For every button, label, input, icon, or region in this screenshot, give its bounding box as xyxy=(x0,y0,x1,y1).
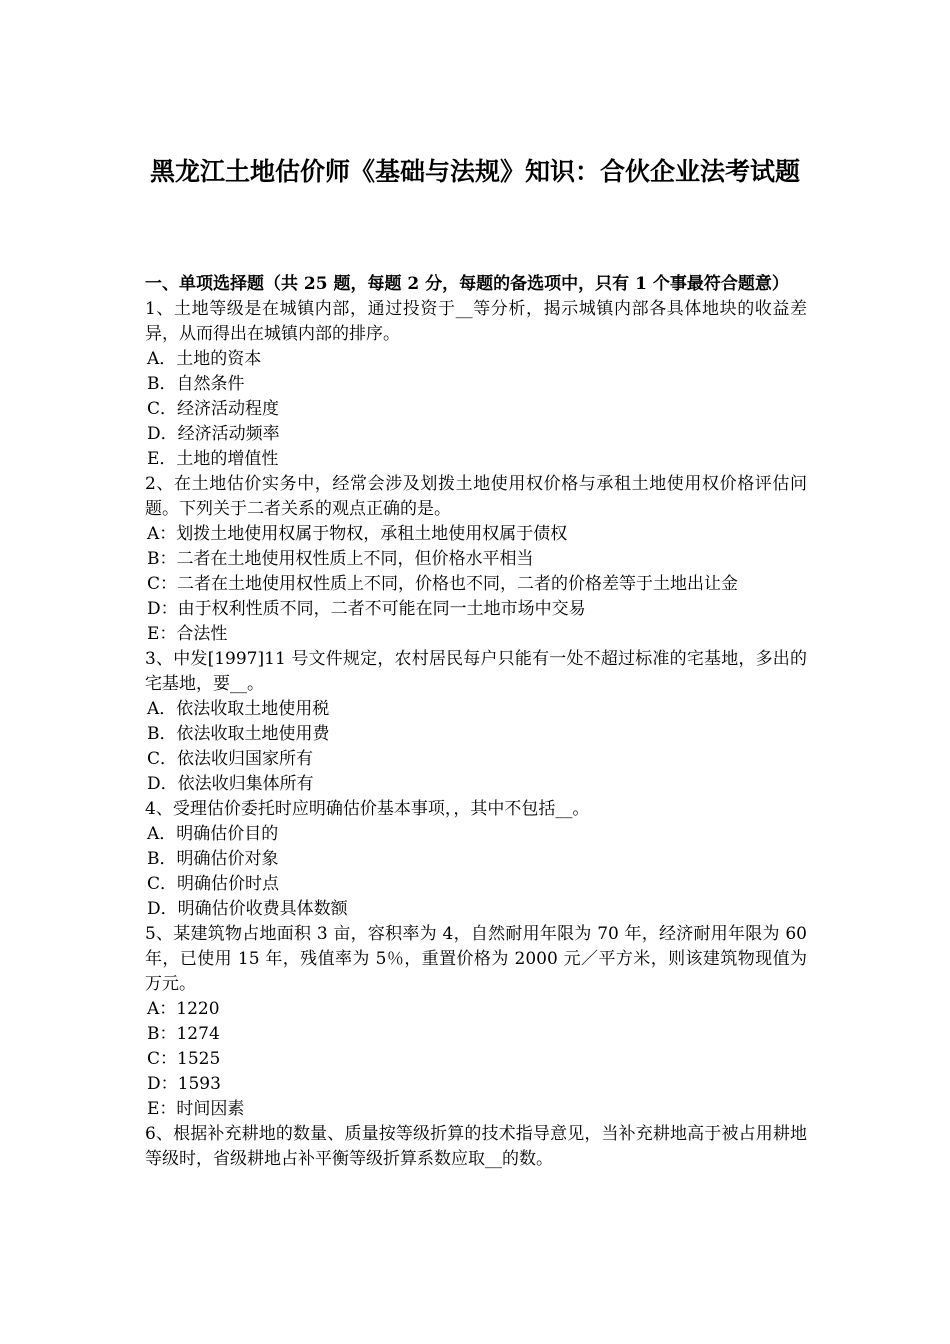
option-b: B：二者在土地使用权性质上不同，但价格水平相当 xyxy=(147,549,534,569)
document-title: 黑龙江土地估价师《基础与法规》知识：合伙企业法考试题 xyxy=(149,157,800,186)
option-c: C：1525 xyxy=(147,1049,221,1069)
option-a: A：划拨土地使用权属于物权，承租土地使用权属于债权 xyxy=(147,524,568,544)
option-e: E：时间因素 xyxy=(147,1099,245,1119)
option-e: E：合法性 xyxy=(147,624,228,644)
option-b: B．依法收取土地使用费 xyxy=(147,724,330,744)
question-2 xyxy=(145,472,807,647)
document-body xyxy=(145,272,807,1172)
question-3 xyxy=(145,647,807,797)
question-4 xyxy=(145,797,807,922)
option-a: A．明确估价目的 xyxy=(147,824,279,844)
question-stem: 4、受理估价委托时应明确估价基本事项，，其中不包括__。 xyxy=(145,799,590,819)
option-e: E．土地的增值性 xyxy=(147,449,279,469)
option-a: A．依法收取土地使用税 xyxy=(147,699,330,719)
option-b: B．自然条件 xyxy=(147,374,245,394)
option-a: A．土地的资本 xyxy=(147,349,262,369)
option-d: D．明确估价收费具体数额 xyxy=(147,899,348,919)
question-1 xyxy=(145,297,807,472)
option-d: D：1593 xyxy=(147,1074,221,1094)
option-b: B．明确估价对象 xyxy=(147,849,279,869)
question-stem: 6、根据补充耕地的数量、质量按等级折算的技术指导意见，当补充耕地高于被占用耕地等级时，省级耕地占补平衡等级折算系数应取__的数。 xyxy=(145,1124,807,1169)
option-d: D．经济活动频率 xyxy=(147,424,280,444)
option-c: C：二者在土地使用权性质上不同，价格也不同，二者的价格差等于土地出让金 xyxy=(147,574,739,594)
option-d: D．依法收归集体所有 xyxy=(147,774,314,794)
option-c: C．依法收归国家所有 xyxy=(147,749,314,769)
section-heading: 一、单项选择题（共 25 题，每题 2 分，每题的备选项中，只有 1 个事最符合题意） xyxy=(145,274,789,294)
option-c: C．明确估价时点 xyxy=(147,874,280,894)
question-stem: 2、在土地估价实务中，经常会涉及划拨土地使用权价格与承租土地使用权价格评估问题。下列关于二者关系的观点正确的是。 xyxy=(145,474,807,519)
question-stem: 3、中发[1997]11 号文件规定，农村居民每户只能有一处不超过标准的宅基地，多出的宅基地，要__。 xyxy=(145,649,807,694)
option-d: D：由于权利性质不同，二者不可能在同一土地市场中交易 xyxy=(147,599,586,619)
option-b: B：1274 xyxy=(147,1024,220,1044)
question-stem: 1、土地等级是在城镇内部，通过投资于__等分析，揭示城镇内部各具体地块的收益差异，从而得出在城镇内部的排序。 xyxy=(145,299,807,344)
option-c: C．经济活动程度 xyxy=(147,399,280,419)
question-stem: 5、某建筑物占地面积 3 亩，容积率为 4，自然耐用年限为 70 年，经济耐用年限为 60 年，已使用 15 年，残值率为 5％，重置价格为 2000 元／平方米，则该建筑物现值为万元。 xyxy=(145,924,807,994)
option-a: A：1220 xyxy=(147,999,220,1019)
question-5 xyxy=(145,922,807,1122)
question-6 xyxy=(145,1122,807,1172)
